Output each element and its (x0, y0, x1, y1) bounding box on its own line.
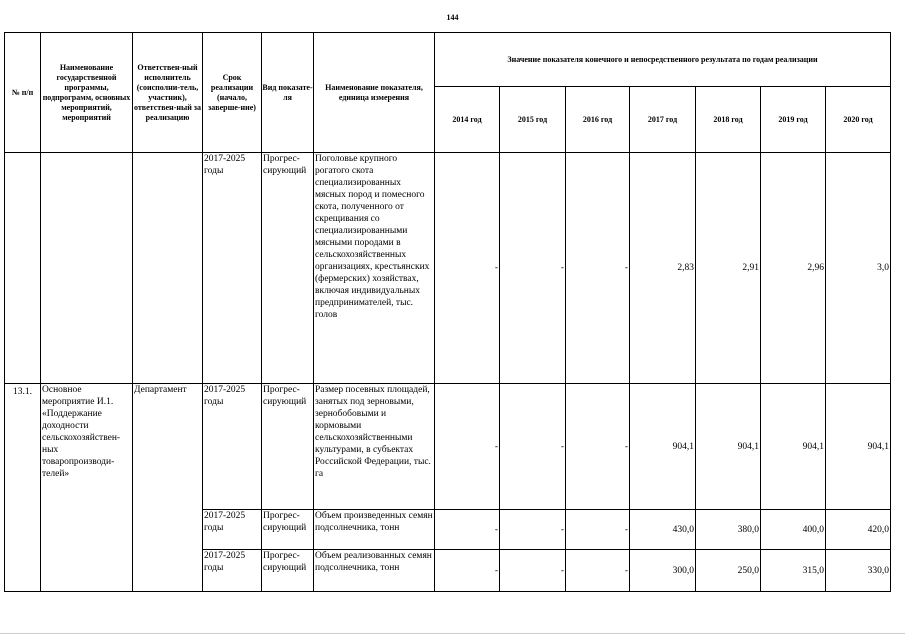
row-name (41, 153, 133, 384)
value-cell: - (566, 550, 630, 592)
value-cell: 2,91 (696, 153, 761, 384)
table-row (5, 384, 891, 510)
row-type: Прогрес-сирующий (262, 510, 314, 550)
header-indicator: Наименование показателя, единица измерения (314, 33, 435, 153)
year-header: 2018 год (696, 87, 761, 153)
year-header: 2015 год (500, 87, 566, 153)
value-cell: 250,0 (696, 550, 761, 592)
row-type: Прогрес-сирующий (262, 550, 314, 592)
indicator-table (4, 32, 891, 592)
row-indicator: Объем произведенных семян подсолнечника, тонн (314, 510, 435, 550)
row-term: 2017-2025 годы (203, 550, 262, 592)
header-responsible: Ответствен-ный исполнитель (соисполни-тель, участник), ответствен-ный за реализацию (133, 33, 203, 153)
value-cell: 904,1 (696, 384, 761, 510)
header-values: Значение показателя конечного и непосредственного результата по годам реализации (435, 33, 891, 87)
year-header: 2019 год (761, 87, 826, 153)
value-cell: - (500, 384, 566, 510)
value-cell: 430,0 (630, 510, 696, 550)
value-cell: 2,83 (630, 153, 696, 384)
row-num: 13.1. (5, 384, 41, 592)
value-cell: 2,96 (761, 153, 826, 384)
row-term: 2017-2025 годы (203, 153, 262, 384)
header-num: № п/п (5, 33, 41, 153)
row-num (5, 153, 41, 384)
value-cell: 315,0 (761, 550, 826, 592)
header-term: Срок реализации (начало, заверше-ние) (203, 33, 262, 153)
value-cell: - (500, 510, 566, 550)
page-number: 144 (446, 13, 459, 22)
year-header: 2020 год (826, 87, 891, 153)
value-cell: - (435, 153, 500, 384)
row-responsible (133, 153, 203, 384)
header-type: Вид показате-ля (262, 33, 314, 153)
year-header: 2016 год (566, 87, 630, 153)
row-responsible: Департамент (133, 384, 203, 592)
value-cell: - (435, 550, 500, 592)
value-cell: - (435, 384, 500, 510)
row-indicator: Объем реализованных семян подсолнечника, тонн (314, 550, 435, 592)
scan-edge-line (0, 633, 905, 634)
value-cell: 420,0 (826, 510, 891, 550)
row-term: 2017-2025 годы (203, 384, 262, 510)
value-cell: 904,1 (761, 384, 826, 510)
value-cell: - (566, 510, 630, 550)
value-cell: - (566, 384, 630, 510)
year-header: 2017 год (630, 87, 696, 153)
year-header: 2014 год (435, 87, 500, 153)
value-cell: - (435, 510, 500, 550)
value-cell: 300,0 (630, 550, 696, 592)
table-row (5, 153, 891, 384)
value-cell: 904,1 (630, 384, 696, 510)
value-cell: 330,0 (826, 550, 891, 592)
row-term: 2017-2025 годы (203, 510, 262, 550)
row-indicator: Поголовье крупного рогатого скота специализированных мясных пород и помесного скота, полученного от скрещивания со специализированными мясными породами в сельскохозяйственных организациях, крестьянских (фермерских) хозяйствах, включая индивидуальных предпринимателей, тыс. голов (314, 153, 435, 384)
value-cell: 380,0 (696, 510, 761, 550)
value-cell: - (500, 550, 566, 592)
value-cell: - (500, 153, 566, 384)
row-type: Прогрес-сирующий (262, 153, 314, 384)
row-name: Основное мероприятие И.1. «Поддержание доходности сельскохозяйствен-ных товаропроизводи-телей» (41, 384, 133, 592)
row-indicator: Размер посевных площадей, занятых под зерновыми, зернобобовыми и кормовыми сельскохозяйственными культурами, в субъектах Российской Федерации, тыс. га (314, 384, 435, 510)
header-name: Наименование государственной программы, подпрограмм, основных мероприятий, мероприятий (41, 33, 133, 153)
value-cell: 3,0 (826, 153, 891, 384)
value-cell: 904,1 (826, 384, 891, 510)
row-type: Прогрес-сирующий (262, 384, 314, 510)
value-cell: 400,0 (761, 510, 826, 550)
value-cell: - (566, 153, 630, 384)
